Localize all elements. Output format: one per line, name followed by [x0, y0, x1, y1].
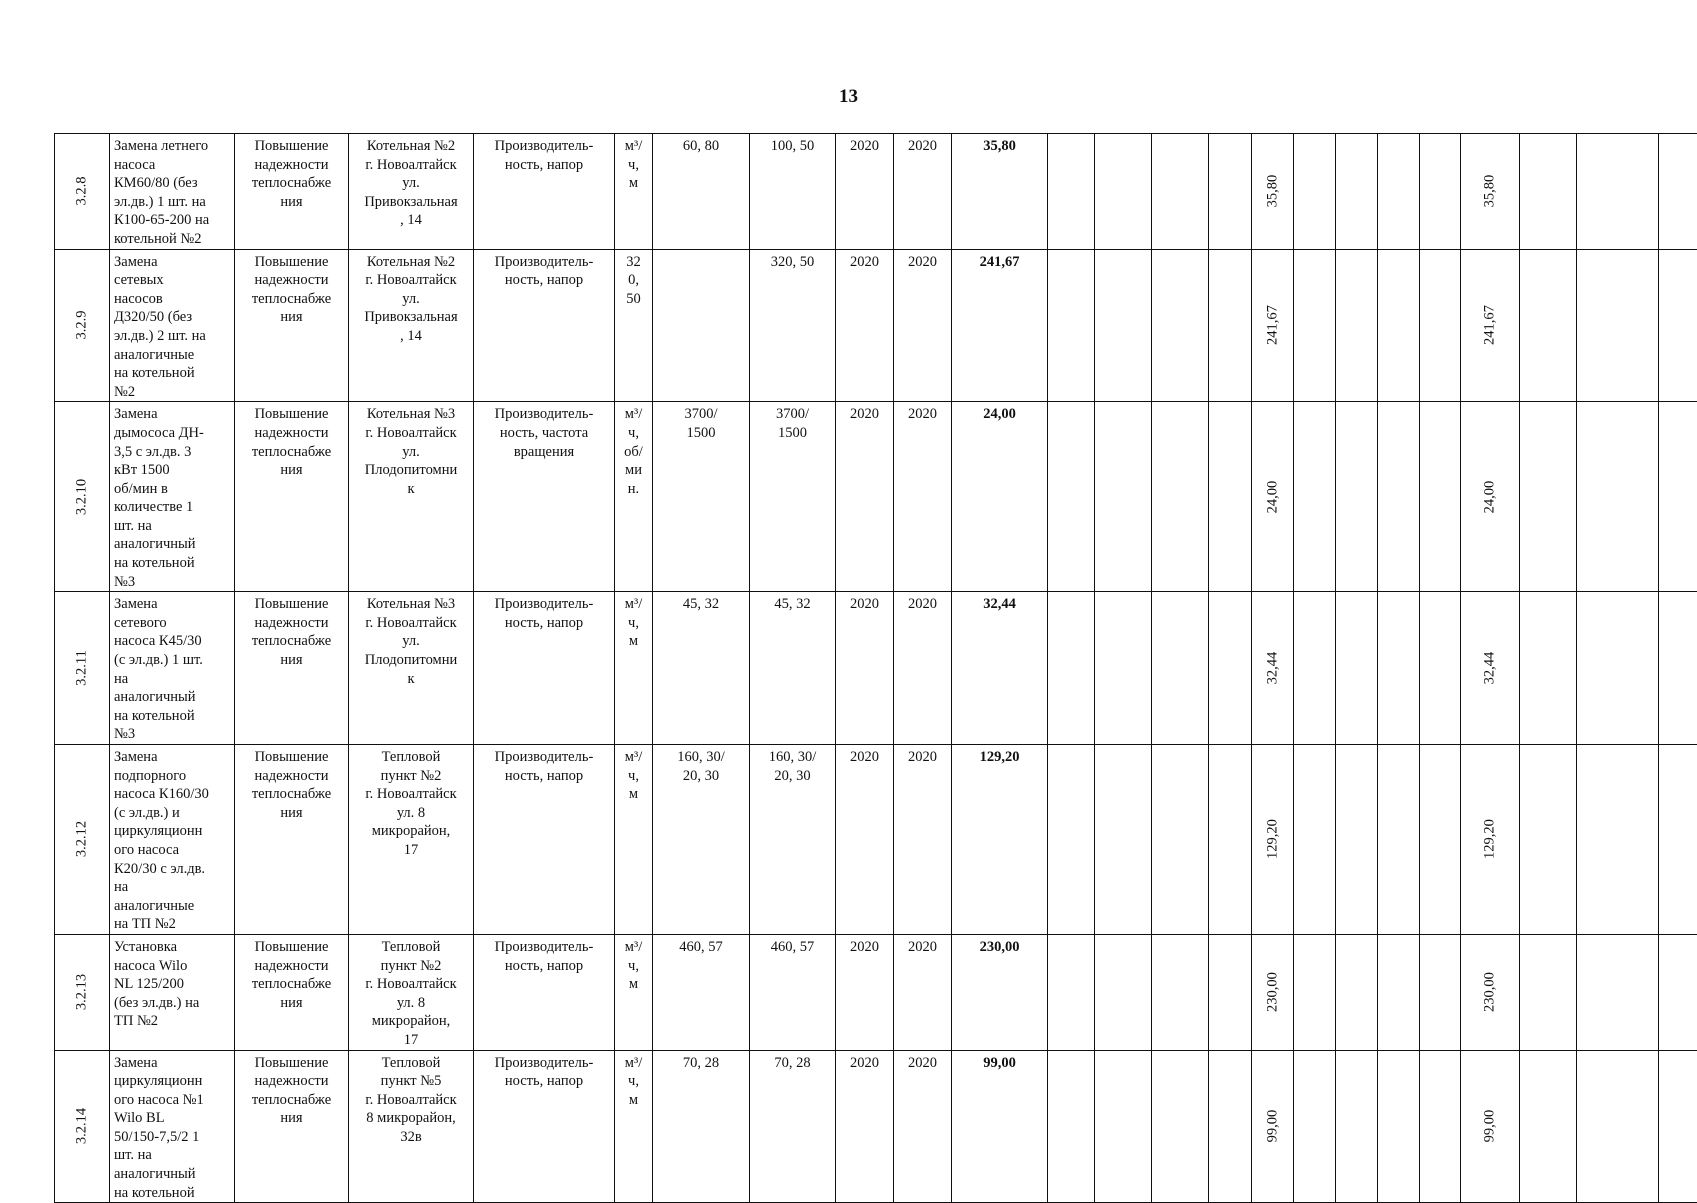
- row-number: 3.2.8: [73, 177, 92, 206]
- value-after-cell: [750, 934, 836, 1050]
- financing-value: 129,20: [1263, 820, 1282, 860]
- value-before: 60, 80: [657, 137, 745, 156]
- value-after-cell: [750, 134, 836, 250]
- empty-cell: [1152, 1050, 1209, 1203]
- total-cost-cell: [952, 592, 1048, 745]
- measure-goal: Повышение надежности теплоснабже ния: [239, 595, 344, 669]
- total-cost-cell: [952, 249, 1048, 402]
- goal-cell: [235, 249, 349, 402]
- value-before: 3700/ 1500: [657, 405, 745, 442]
- location-cell: [349, 134, 474, 250]
- empty-cell: [1336, 249, 1378, 402]
- empty-cell: [1095, 745, 1152, 935]
- empty-cell: [1378, 402, 1420, 592]
- total-cost: 230,00: [956, 938, 1043, 957]
- parameter-cell: [474, 745, 615, 935]
- parameter-cell: [474, 1050, 615, 1203]
- empty-cell: [1420, 134, 1461, 250]
- empty-cell: [1659, 134, 1697, 250]
- technical-parameter: Производитель- ность, напор: [478, 748, 610, 785]
- measure-name-cell: [110, 134, 235, 250]
- financing-2020-cell: [1461, 402, 1520, 592]
- parameter-unit: м³/ ч, м: [619, 595, 648, 651]
- total-cost-cell: [952, 402, 1048, 592]
- end-year: 2020: [898, 938, 947, 957]
- end-year: 2020: [898, 748, 947, 767]
- total-cost: 129,20: [956, 748, 1043, 767]
- end-year: 2020: [898, 405, 947, 424]
- financing-cell: [1252, 934, 1294, 1050]
- empty-cell: [1520, 1050, 1577, 1203]
- empty-cell: [1577, 402, 1659, 592]
- empty-cell: [1048, 1050, 1095, 1203]
- empty-cell: [1520, 592, 1577, 745]
- measure-goal: Повышение надежности теплоснабже ния: [239, 137, 344, 211]
- empty-cell: [1152, 249, 1209, 402]
- empty-cell: [1659, 745, 1697, 935]
- empty-cell: [1659, 934, 1697, 1050]
- empty-cell: [1209, 134, 1252, 250]
- financing-2020-cell: [1461, 134, 1520, 250]
- value-before: 160, 30/ 20, 30: [657, 748, 745, 785]
- empty-cell: [1209, 745, 1252, 935]
- end-year-cell: [894, 134, 952, 250]
- financing-value: 99,00: [1263, 1110, 1282, 1143]
- parameter-cell: [474, 592, 615, 745]
- financing-2020-value: 32,44: [1481, 652, 1500, 685]
- value-before: 45, 32: [657, 595, 745, 614]
- value-after: 320, 50: [754, 253, 831, 272]
- measure-name: Замена циркуляционн ого насоса №1 Wilo BL 50/150-7,5/2 1 шт. на аналогичный на котельной: [114, 1054, 230, 1203]
- financing-2020-value: 35,80: [1481, 175, 1500, 208]
- total-cost: 32,44: [956, 595, 1043, 614]
- empty-cell: [1577, 745, 1659, 935]
- row-number-cell: [55, 934, 110, 1050]
- measure-name: Замена сетевого насоса К45/30 (с эл.дв.) 1 шт. на аналогичный на котельной №3: [114, 595, 230, 744]
- start-year-cell: [836, 1050, 894, 1203]
- empty-cell: [1336, 592, 1378, 745]
- financing-2020-value: 241,67: [1481, 306, 1500, 346]
- empty-cell: [1420, 249, 1461, 402]
- financing-cell: [1252, 249, 1294, 402]
- row-number-cell: [55, 249, 110, 402]
- empty-cell: [1378, 592, 1420, 745]
- parameter-unit: 32 0, 50: [619, 253, 648, 309]
- total-cost-cell: [952, 1050, 1048, 1203]
- empty-cell: [1294, 745, 1336, 935]
- value-after-cell: [750, 402, 836, 592]
- value-after-cell: [750, 745, 836, 935]
- end-year-cell: [894, 1050, 952, 1203]
- measure-name-cell: [110, 592, 235, 745]
- empty-cell: [1577, 134, 1659, 250]
- measure-name: Замена летнего насоса КМ60/80 (без эл.дв.) 1 шт. на К100-65-200 на котельной №2: [114, 137, 230, 249]
- empty-cell: [1336, 934, 1378, 1050]
- value-before-cell: [653, 134, 750, 250]
- parameter-unit: м³/ ч, м: [619, 137, 648, 193]
- end-year: 2020: [898, 253, 947, 272]
- unit-cell: [615, 1050, 653, 1203]
- technical-parameter: Производитель- ность, напор: [478, 137, 610, 174]
- empty-cell: [1420, 1050, 1461, 1203]
- table-row: [55, 1050, 1697, 1203]
- table-row: [55, 934, 1697, 1050]
- start-year-cell: [836, 745, 894, 935]
- empty-cell: [1336, 745, 1378, 935]
- financing-value: 230,00: [1263, 972, 1282, 1012]
- row-number: 3.2.12: [73, 821, 92, 857]
- empty-cell: [1209, 1050, 1252, 1203]
- empty-cell: [1209, 249, 1252, 402]
- empty-cell: [1294, 1050, 1336, 1203]
- value-after-cell: [750, 249, 836, 402]
- empty-cell: [1095, 592, 1152, 745]
- measure-name-cell: [110, 1050, 235, 1203]
- measure-name-cell: [110, 934, 235, 1050]
- parameter-cell: [474, 934, 615, 1050]
- row-number: 3.2.11: [73, 650, 92, 686]
- start-year-cell: [836, 134, 894, 250]
- financing-2020-value: 230,00: [1481, 972, 1500, 1012]
- empty-cell: [1152, 134, 1209, 250]
- table-row: [55, 592, 1697, 745]
- start-year: 2020: [840, 748, 889, 767]
- total-cost: 99,00: [956, 1054, 1043, 1073]
- empty-cell: [1420, 745, 1461, 935]
- empty-cell: [1048, 592, 1095, 745]
- table-row: [55, 134, 1697, 250]
- empty-cell: [1659, 249, 1697, 402]
- start-year-cell: [836, 249, 894, 402]
- table-row: [55, 249, 1697, 402]
- location-cell: [349, 592, 474, 745]
- financing-cell: [1252, 1050, 1294, 1203]
- end-year-cell: [894, 592, 952, 745]
- technical-parameter: Производитель- ность, напор: [478, 1054, 610, 1091]
- object-location: Тепловой пункт №2 г. Новоалтайск ул. 8 микрорайон, 17: [353, 938, 469, 1050]
- financing-cell: [1252, 402, 1294, 592]
- start-year-cell: [836, 592, 894, 745]
- goal-cell: [235, 1050, 349, 1203]
- empty-cell: [1095, 1050, 1152, 1203]
- empty-cell: [1659, 592, 1697, 745]
- empty-cell: [1577, 592, 1659, 745]
- row-number-cell: [55, 402, 110, 592]
- table-row: [55, 745, 1697, 935]
- value-before-cell: [653, 934, 750, 1050]
- technical-parameter: Производитель- ность, частота вращения: [478, 405, 610, 461]
- parameter-cell: [474, 249, 615, 402]
- location-cell: [349, 745, 474, 935]
- row-number: 3.2.14: [73, 1108, 92, 1144]
- start-year-cell: [836, 934, 894, 1050]
- financing-2020-cell: [1461, 249, 1520, 402]
- object-location: Тепловой пункт №5 г. Новоалтайск 8 микрорайон, 32в: [353, 1054, 469, 1147]
- financing-2020-value: 129,20: [1481, 820, 1500, 860]
- empty-cell: [1048, 402, 1095, 592]
- empty-cell: [1520, 249, 1577, 402]
- value-before-cell: [653, 1050, 750, 1203]
- start-year: 2020: [840, 595, 889, 614]
- investment-table: [54, 133, 1697, 1203]
- start-year: 2020: [840, 405, 889, 424]
- unit-cell: [615, 134, 653, 250]
- row-number-cell: [55, 592, 110, 745]
- measure-name-cell: [110, 402, 235, 592]
- parameter-unit: м³/ ч, м: [619, 938, 648, 994]
- value-after: 70, 28: [754, 1054, 831, 1073]
- object-location: Котельная №2 г. Новоалтайск ул. Привокзальная , 14: [353, 253, 469, 346]
- unit-cell: [615, 745, 653, 935]
- financing-value: 24,00: [1263, 480, 1282, 513]
- value-after: 460, 57: [754, 938, 831, 957]
- end-year-cell: [894, 934, 952, 1050]
- empty-cell: [1294, 592, 1336, 745]
- empty-cell: [1659, 1050, 1697, 1203]
- object-location: Котельная №3 г. Новоалтайск ул. Плодопитомни к: [353, 595, 469, 688]
- empty-cell: [1577, 1050, 1659, 1203]
- empty-cell: [1520, 134, 1577, 250]
- empty-cell: [1294, 402, 1336, 592]
- start-year: 2020: [840, 137, 889, 156]
- empty-cell: [1378, 249, 1420, 402]
- financing-2020-value: 24,00: [1481, 480, 1500, 513]
- financing-2020-cell: [1461, 592, 1520, 745]
- empty-cell: [1577, 934, 1659, 1050]
- total-cost: 241,67: [956, 253, 1043, 272]
- value-before-cell: [653, 249, 750, 402]
- empty-cell: [1209, 592, 1252, 745]
- unit-cell: [615, 249, 653, 402]
- empty-cell: [1378, 934, 1420, 1050]
- empty-cell: [1420, 934, 1461, 1050]
- total-cost: 24,00: [956, 405, 1043, 424]
- measure-goal: Повышение надежности теплоснабже ния: [239, 405, 344, 479]
- location-cell: [349, 934, 474, 1050]
- financing-cell: [1252, 745, 1294, 935]
- row-number: 3.2.13: [73, 974, 92, 1010]
- technical-parameter: Производитель- ность, напор: [478, 595, 610, 632]
- row-number: 3.2.9: [73, 311, 92, 340]
- total-cost: 35,80: [956, 137, 1043, 156]
- financing-2020-cell: [1461, 1050, 1520, 1203]
- end-year: 2020: [898, 1054, 947, 1073]
- table-row: [55, 402, 1697, 592]
- value-before-cell: [653, 402, 750, 592]
- measure-goal: Повышение надежности теплоснабже ния: [239, 1054, 344, 1128]
- measure-name: Установка насоса Wilo NL 125/200 (без эл.дв.) на ТП №2: [114, 938, 230, 1031]
- measure-goal: Повышение надежности теплоснабже ния: [239, 938, 344, 1012]
- empty-cell: [1520, 745, 1577, 935]
- financing-value: 241,67: [1263, 306, 1282, 346]
- value-before-cell: [653, 592, 750, 745]
- end-year-cell: [894, 402, 952, 592]
- parameter-unit: м³/ ч, м: [619, 748, 648, 804]
- financing-2020-value: 99,00: [1481, 1110, 1500, 1143]
- empty-cell: [1520, 934, 1577, 1050]
- value-before-cell: [653, 745, 750, 935]
- empty-cell: [1378, 1050, 1420, 1203]
- row-number-cell: [55, 134, 110, 250]
- row-number: 3.2.10: [73, 479, 92, 515]
- empty-cell: [1048, 745, 1095, 935]
- financing-2020-cell: [1461, 745, 1520, 935]
- empty-cell: [1378, 745, 1420, 935]
- measure-name: Замена сетевых насосов Д320/50 (без эл.дв.) 2 шт. на аналогичные на котельной №2: [114, 253, 230, 402]
- technical-parameter: Производитель- ность, напор: [478, 253, 610, 290]
- row-number-cell: [55, 1050, 110, 1203]
- financing-cell: [1252, 134, 1294, 250]
- measure-name: Замена дымососа ДН- 3,5 с эл.дв. 3 кВт 1500 об/мин в количестве 1 шт. на аналогичный на котельной №3: [114, 405, 230, 591]
- location-cell: [349, 402, 474, 592]
- total-cost-cell: [952, 134, 1048, 250]
- empty-cell: [1095, 134, 1152, 250]
- empty-cell: [1209, 934, 1252, 1050]
- empty-cell: [1659, 402, 1697, 592]
- total-cost-cell: [952, 934, 1048, 1050]
- value-before: 460, 57: [657, 938, 745, 957]
- start-year: 2020: [840, 938, 889, 957]
- total-cost-cell: [952, 745, 1048, 935]
- empty-cell: [1095, 402, 1152, 592]
- value-after-cell: [750, 1050, 836, 1203]
- parameter-cell: [474, 134, 615, 250]
- end-year: 2020: [898, 595, 947, 614]
- parameter-unit: м³/ ч, м: [619, 1054, 648, 1110]
- measure-goal: Повышение надежности теплоснабже ния: [239, 748, 344, 822]
- empty-cell: [1294, 934, 1336, 1050]
- empty-cell: [1152, 745, 1209, 935]
- start-year: 2020: [840, 253, 889, 272]
- parameter-unit: м³/ ч, об/ ми н.: [619, 405, 648, 498]
- page-number: 13: [0, 86, 1697, 108]
- goal-cell: [235, 592, 349, 745]
- value-after: 100, 50: [754, 137, 831, 156]
- empty-cell: [1095, 934, 1152, 1050]
- empty-cell: [1336, 402, 1378, 592]
- parameter-cell: [474, 402, 615, 592]
- financing-value: 35,80: [1263, 175, 1282, 208]
- empty-cell: [1378, 134, 1420, 250]
- goal-cell: [235, 134, 349, 250]
- object-location: Котельная №3 г. Новоалтайск ул. Плодопитомни к: [353, 405, 469, 498]
- location-cell: [349, 1050, 474, 1203]
- start-year: 2020: [840, 1054, 889, 1073]
- empty-cell: [1095, 249, 1152, 402]
- measure-name-cell: [110, 745, 235, 935]
- empty-cell: [1048, 249, 1095, 402]
- value-after: 45, 32: [754, 595, 831, 614]
- value-after: 160, 30/ 20, 30: [754, 748, 831, 785]
- financing-cell: [1252, 592, 1294, 745]
- value-before: 70, 28: [657, 1054, 745, 1073]
- object-location: Тепловой пункт №2 г. Новоалтайск ул. 8 микрорайон, 17: [353, 748, 469, 860]
- empty-cell: [1152, 402, 1209, 592]
- goal-cell: [235, 934, 349, 1050]
- start-year-cell: [836, 402, 894, 592]
- goal-cell: [235, 745, 349, 935]
- end-year-cell: [894, 249, 952, 402]
- unit-cell: [615, 934, 653, 1050]
- empty-cell: [1420, 402, 1461, 592]
- value-after-cell: [750, 592, 836, 745]
- object-location: Котельная №2 г. Новоалтайск ул. Привокзальная , 14: [353, 137, 469, 230]
- financing-2020-cell: [1461, 934, 1520, 1050]
- location-cell: [349, 249, 474, 402]
- value-after: 3700/ 1500: [754, 405, 831, 442]
- empty-cell: [1420, 592, 1461, 745]
- measure-goal: Повышение надежности теплоснабже ния: [239, 253, 344, 327]
- unit-cell: [615, 402, 653, 592]
- empty-cell: [1336, 134, 1378, 250]
- end-year: 2020: [898, 137, 947, 156]
- empty-cell: [1336, 1050, 1378, 1203]
- empty-cell: [1294, 134, 1336, 250]
- empty-cell: [1048, 134, 1095, 250]
- end-year-cell: [894, 745, 952, 935]
- row-number-cell: [55, 745, 110, 935]
- unit-cell: [615, 592, 653, 745]
- empty-cell: [1520, 402, 1577, 592]
- technical-parameter: Производитель- ность, напор: [478, 938, 610, 975]
- empty-cell: [1294, 249, 1336, 402]
- empty-cell: [1209, 402, 1252, 592]
- goal-cell: [235, 402, 349, 592]
- empty-cell: [1577, 249, 1659, 402]
- empty-cell: [1152, 934, 1209, 1050]
- measure-name-cell: [110, 249, 235, 402]
- empty-cell: [1048, 934, 1095, 1050]
- financing-value: 32,44: [1263, 652, 1282, 685]
- empty-cell: [1152, 592, 1209, 745]
- measure-name: Замена подпорного насоса К160/30 (с эл.дв.) и циркуляционн ого насоса К20/30 с эл.дв. на аналогичные на ТП №2: [114, 748, 230, 934]
